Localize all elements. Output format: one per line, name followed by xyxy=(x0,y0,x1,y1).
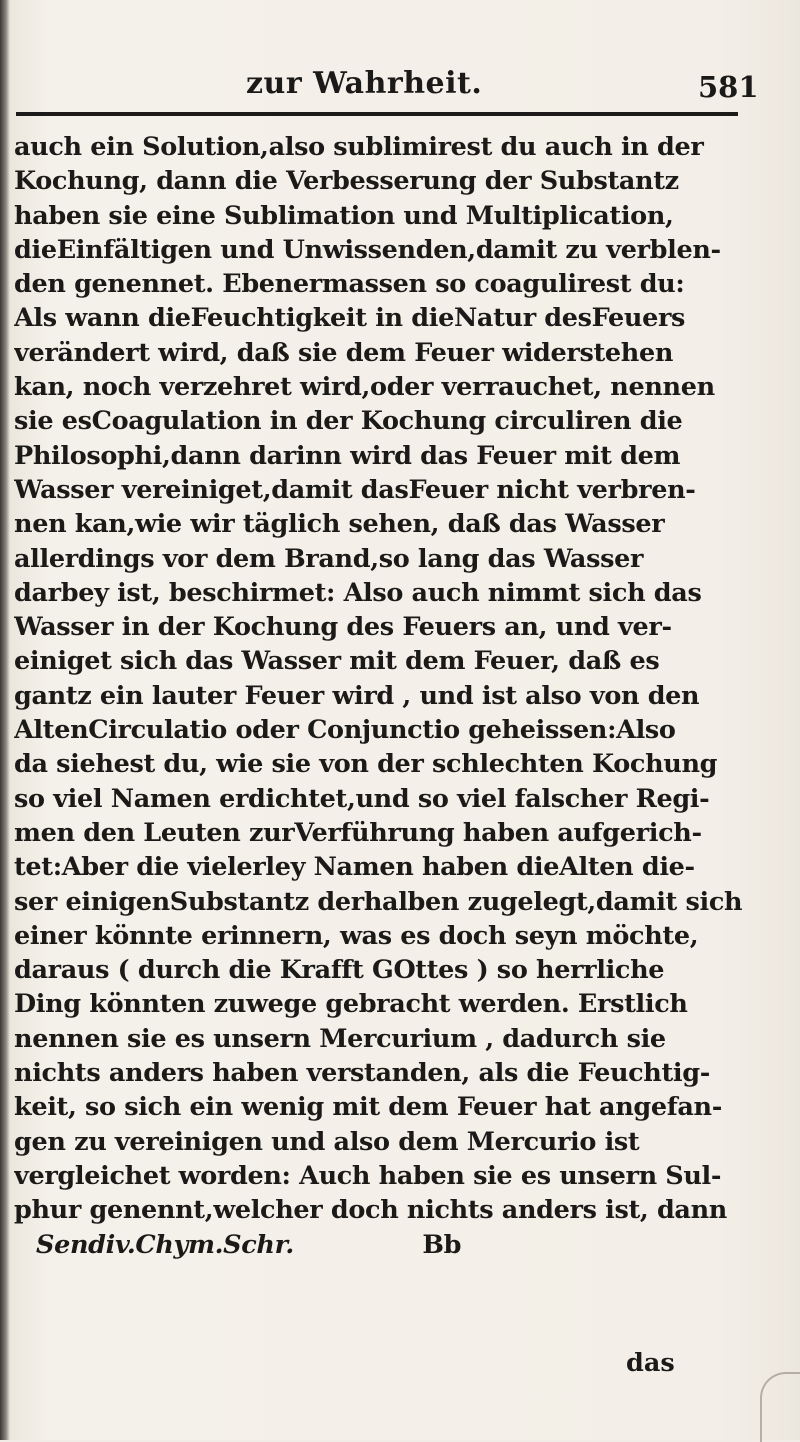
text-line: Wasser in der Kochung des Feuers an, und ver- xyxy=(14,612,672,643)
text-line: nennen sie es unsern Mercurium , dadurch sie xyxy=(14,1023,666,1054)
text-line: tet:Aber die vielerley Namen haben dieAlten die- xyxy=(14,852,695,883)
text-line: nen kan,wie wir täglich sehen, daß das Wasser xyxy=(14,509,665,540)
page-header xyxy=(0,66,800,106)
header-rule xyxy=(16,112,738,116)
text-line: verändert wird, daß sie dem Feuer widerstehen xyxy=(14,337,674,368)
catchword: das xyxy=(626,1348,675,1378)
text-line: AltenCirculatio oder Conjunctio geheissen:Also xyxy=(14,715,676,746)
page-number: 581 xyxy=(698,70,759,104)
text-line: auch ein Solution,also sublimirest du auch in der xyxy=(14,132,704,162)
text-line: allerdings vor dem Brand,so lang das Wasser xyxy=(14,543,644,574)
text-line: keit, so sich ein wenig mit dem Feuer hat angefan- xyxy=(14,1092,722,1123)
text-line: dieEinfältigen und Unwissenden,damit zu verblen- xyxy=(14,234,721,265)
text-line: so viel Namen erdichtet,und so viel falscher Regi- xyxy=(14,783,710,814)
text-line: daraus ( durch die Krafft GOttes ) so herrliche xyxy=(14,955,665,986)
text-line: sie esCoagulation in der Kochung circuliren die xyxy=(14,406,683,437)
text-line: haben sie eine Sublimation und Multiplication, xyxy=(14,200,674,231)
text-line: den genennet. Ebenermassen so coagulirest du: xyxy=(14,269,685,300)
text-line: phur genennt,welcher doch nichts anders ist, dann xyxy=(14,1195,727,1226)
text-line: vergleichet worden: Auch haben sie es unsern Sul- xyxy=(14,1160,722,1191)
text-line: einiget sich das Wasser mit dem Feuer, daß es xyxy=(14,646,660,677)
text-line: kan, noch verzehret wird,oder verrauchet, nennen xyxy=(14,372,715,403)
text-line: Wasser vereiniget,damit dasFeuer nicht verbren- xyxy=(14,474,696,505)
text-line: Ding könnten zuwege gebracht werden. Erstlich xyxy=(14,989,688,1020)
text-line: da siehest du, wie sie von der schlechten Kochung xyxy=(14,749,718,780)
signature-mark: Bb xyxy=(422,1229,462,1260)
text-line: Als wann dieFeuchtigkeit in dieNatur desFeuers xyxy=(14,303,686,334)
text-line: ser einigenSubstantz derhalben zugelegt,damit sich xyxy=(14,886,743,917)
text-line: darbey ist, beschirmet: Also auch nimmt sich das xyxy=(14,577,702,608)
page-corner-mark xyxy=(760,1372,800,1442)
page-binding-edge xyxy=(0,0,10,1440)
text-line: nichts anders haben verstanden, als die Feuchtig- xyxy=(14,1058,710,1089)
text-line: einer könnte erinnern, was es doch seyn möchte, xyxy=(14,920,699,951)
running-head: zur Wahrheit. xyxy=(246,66,483,101)
body-text xyxy=(14,130,746,1262)
text-line: men den Leuten zurVerführung haben aufgerich- xyxy=(14,817,702,848)
footer-line xyxy=(14,1228,746,1262)
text-line: gen zu vereinigen und also dem Mercurio ist xyxy=(14,1126,640,1157)
text-line: gantz ein lauter Feuer wird , und ist also von den xyxy=(14,680,700,711)
text-line: Kochung, dann die Verbesserung der Substantz xyxy=(14,166,679,197)
source-note: Sendiv.Chym.Schr. xyxy=(36,1229,294,1260)
text-line: Philosophi,dann darinn wird das Feuer mit dem xyxy=(14,440,681,471)
